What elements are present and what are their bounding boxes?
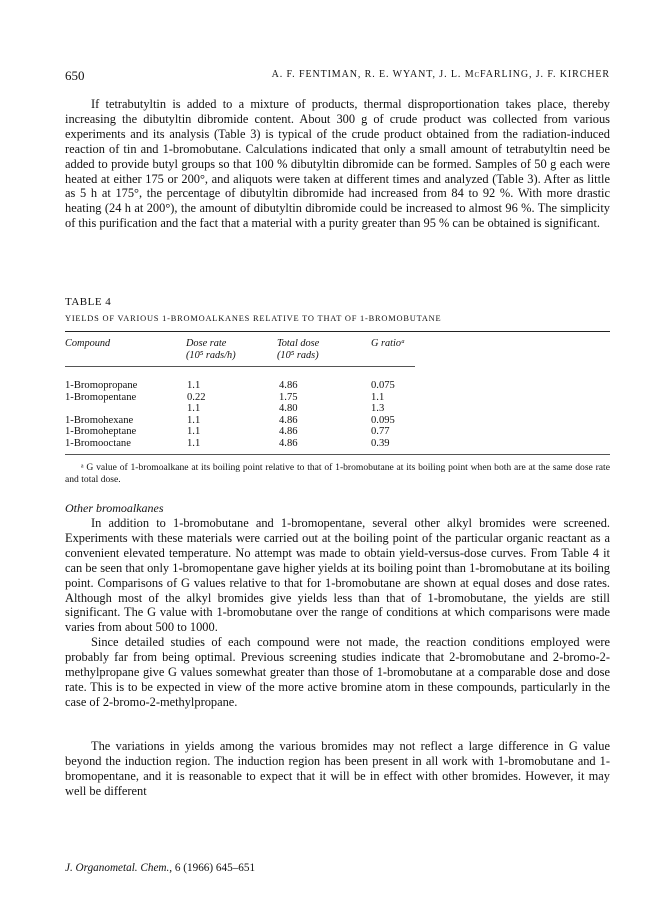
running-header [65,68,610,88]
table-cell: 1-Bromooctane [65,437,131,449]
table-cell: 0.095 [371,414,395,426]
paragraph-other-bromoalkanes [65,516,610,635]
paragraph-yield-variations [65,739,610,799]
col-header-total-dose: Total dose (10⁵ rads) [277,338,320,361]
table-cell: 1.1 [187,426,201,438]
table-cell: 4.80 [279,403,298,415]
table-cell: 0.77 [371,426,390,438]
paragraph-reaction-conditions [65,635,610,710]
paragraph-text: The variations in yields among the various bromides may not reflect a large difference in G value beyond the induction region. The induction region has been present in all work with 1-bromobutane and 1-bromopentane, and it is reasonable to expect that it will be in effect with other bromides. However, it may well be different [65,739,610,798]
paragraph-text: In addition to 1-bromobutane and 1-bromopentane, several other alkyl bromides were screened. Experiments with these materials were carried out at the boiling point of the particular organic reactant as a convenient elevated temperature. No attempt was made to obtain yield-versus-dose curves. From Table 4 it can be seen that only 1-bromopentane gave higher yields at its boiling point than 1-bromobutane at its boiling point. Comparisons of G values relative to that for 1-bromobutane are shown at equal doses and dose rates. Although most of the alkyl bromides give yields less than that of 1-bromobutane, the yields are still significant. The G value with 1-bromobutane over the range of conditions at which comparisons were made varies from about 500 to 1000. [65,516,610,635]
table-cell: 1.3 [371,403,385,415]
journal-citation [65,862,255,874]
table-cell: 0.22 [187,391,206,403]
journal-volume: 6 (1966) 645–651 [174,862,256,874]
table-cell: 4.86 [279,437,298,449]
g-ratio-column [371,380,395,450]
table-header-rule [65,366,415,367]
page-number: 650 [65,68,85,83]
table-cell: 0.39 [371,437,390,449]
table-label: TABLE 4 [65,296,112,308]
paragraph-purification [65,97,610,231]
table-top-rule [65,331,610,332]
compound-column [65,380,137,450]
table-cell: 1.1 [371,391,385,403]
author-list: A. F. FENTIMAN, R. E. WYANT, J. L. McFARLING, J. F. KIRCHER [271,69,610,80]
table-cell: 4.86 [279,426,298,438]
total-dose-column [279,380,298,450]
table-cell: 1-Bromopentane [65,391,137,403]
journal-name: J. Organometal. Chem., [65,862,173,874]
paragraph-text: Since detailed studies of each compound were not made, the reaction conditions employed were probably far from being optimal. Previous screening studies indicate that 2-bromobutane and 2-bromo-2-methylpropane give G values somewhat greater than those of 1-bromobutane at a comparable dose and dose rate. This is to be expected in view of the more active bromine atom in these compounds, particularly in the case of 2-bromo-2-methylpropane. [65,635,610,709]
section-subheading: Other bromoalkanes [65,501,164,515]
table-cell: 1-Bromohexane [65,414,134,426]
table-bottom-rule [65,454,610,455]
table-cell: 1.75 [279,391,298,403]
table-cell: 1.1 [187,437,201,449]
col-header-compound: Compound [65,338,111,349]
table-footnote: ᵃ G value of 1-bromoalkane at its boiling point relative to that of 1-bromobutane at its boiling point when both are at the same dose rate and total dose. [65,462,610,485]
table-cell [65,403,137,415]
table-cell: 1-Bromopropane [65,380,138,391]
table-cell: 1-Bromoheptane [65,426,137,438]
col-header-dose-rate: Dose rate (10⁵ rads/h) [186,338,236,361]
table-cell: 4.86 [279,414,298,426]
paragraph-text: If tetrabutyltin is added to a mixture of products, thermal disproportionation takes place, thereby increasing the dibutyltin dibromide content. About 300 g of crude product was collected from various experiments and its analysis (Table 3) is typical of the crude product obtained from the radiation-induced reaction of tin and 1-bromobutane. Calculations indicated that only a small amount of tetrabutyltin need be added to provide butyl groups so that 100 % dibutyltin dibromide can be formed. Samples of 50 g each were heated at either 175 or 200°, and aliquots were taken at different times and analyzed (Table 3). After as little as 5 h at 175°, the percentage of dibutyltin dibromide had increased from 84 to 92 %. With more drastic heating (24 h at 200°), the amount of dibutyltin dibromide could be increased to almost 96 %. The simplicity of this purification and the fact that a material with a purity greater than 95 % can be obtained is significant. [65,97,610,231]
dose-rate-column [187,380,206,450]
table-caption: YIELDS OF VARIOUS 1-BROMOALKANES RELATIVE TO THAT OF 1-BROMOBUTANE [65,314,442,323]
table-cell: 1.1 [187,380,201,391]
table-cell: 0.075 [371,380,395,391]
col-header-g-ratio: G ratioᵃ [371,338,406,349]
table-cell: 1.1 [187,403,201,415]
table-cell: 1.1 [187,414,201,426]
table-cell: 4.86 [279,380,298,391]
